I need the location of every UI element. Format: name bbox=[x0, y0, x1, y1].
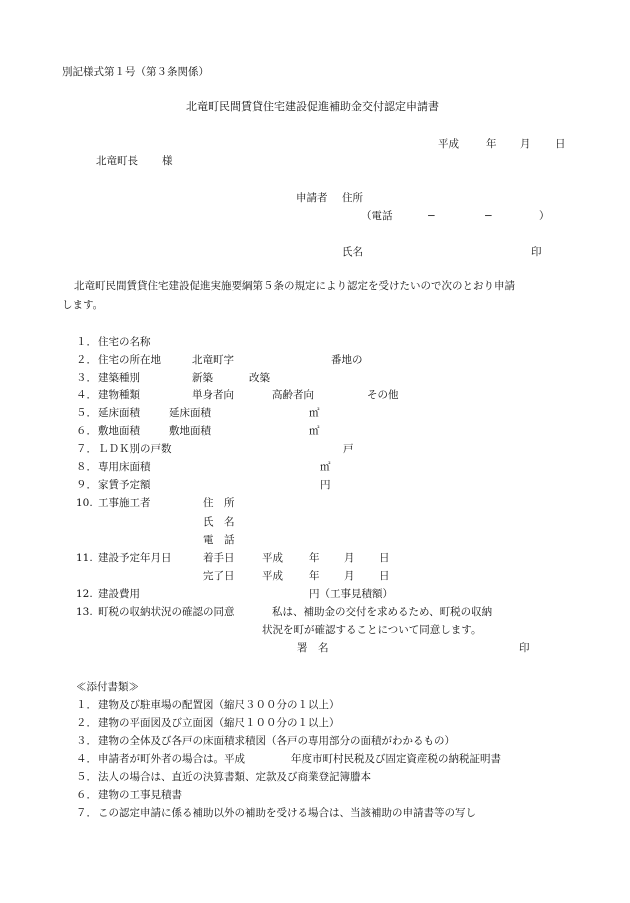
item-label-units-by-ldk: ＬＤＫ別の戸数 bbox=[98, 443, 172, 455]
attachment-item: 建物の工事見積書 bbox=[98, 789, 182, 801]
applicant-address-label: 住所 bbox=[342, 192, 363, 204]
item-location-town: 北竜町字 bbox=[192, 354, 234, 366]
item-number: ６． bbox=[76, 425, 97, 437]
item-end-era: 平成 bbox=[262, 570, 283, 582]
item-label-private-floor-area: 専用床面積 bbox=[98, 461, 151, 473]
attachment-item: 法人の場合は、直近の決算書類、定款及び商業登記簿謄本 bbox=[98, 771, 371, 783]
attachment-item: この認定申請に係る補助以外の補助を受ける場合は、当該補助の申請書等の写し bbox=[98, 807, 476, 819]
item-end-date-label: 完了日 bbox=[203, 570, 235, 582]
attachments-heading: ≪添付書類≫ bbox=[76, 681, 139, 693]
item-option-other: その他 bbox=[367, 389, 399, 401]
item-label-housing-name: 住宅の名称 bbox=[98, 336, 151, 348]
form-label: 別記様式第１号（第３条関係） bbox=[62, 66, 209, 78]
item-location-lot: 番地の bbox=[331, 354, 363, 366]
attachment-number: ２． bbox=[76, 717, 97, 729]
item-number: 13. bbox=[76, 606, 93, 618]
item-start-year: 年 bbox=[309, 552, 320, 564]
item-label-tax-consent: 町税の収納状況の確認の同意 bbox=[98, 606, 235, 618]
item-label-location: 住宅の所在地 bbox=[98, 354, 161, 366]
item-end-day: 日 bbox=[379, 570, 390, 582]
applicant-label: 申請者 bbox=[296, 192, 328, 204]
item-number: ２． bbox=[76, 354, 97, 366]
item-label-total-floor-area: 延床面積 bbox=[98, 407, 140, 419]
attachment-item-continued: 年度市町村民税及び固定資産税の納税証明書 bbox=[291, 753, 501, 765]
item-consent-text-2: 状況を町が確認することについて同意します。 bbox=[262, 624, 482, 636]
item-unit-sqm: ㎡ bbox=[320, 461, 331, 473]
item-contractor-phone: 電 話 bbox=[203, 534, 235, 546]
item-unit-sqm: ㎡ bbox=[309, 407, 320, 419]
item-label-contractor: 工事施工者 bbox=[98, 497, 151, 509]
attachment-number: ５． bbox=[76, 771, 97, 783]
item-option-elderly: 高齢者向 bbox=[272, 389, 314, 401]
item-unit-yen-estimate: 円（工事見積額） bbox=[309, 588, 393, 600]
date-era: 平成 bbox=[438, 138, 459, 150]
applicant-name-label: 氏名 bbox=[342, 246, 363, 258]
intro-line-2: します。 bbox=[62, 299, 104, 311]
item-end-year: 年 bbox=[309, 570, 320, 582]
date-day: 日 bbox=[555, 138, 566, 150]
item-label-building-type: 建物種類 bbox=[98, 389, 140, 401]
item-number: ７． bbox=[76, 443, 97, 455]
applicant-phone-close: ） bbox=[539, 210, 550, 222]
item-label-planned-rent: 家賃予定額 bbox=[98, 479, 151, 491]
item-sub-total-floor-area: 延床面積 bbox=[169, 407, 211, 419]
item-number: ３． bbox=[76, 372, 97, 384]
applicant-phone-dash-2: − bbox=[484, 210, 493, 222]
item-consent-text-1: 私は、補助金の交付を求めるため、町税の収納 bbox=[272, 606, 493, 618]
addressee-name: 北竜町長 bbox=[96, 155, 138, 167]
item-start-day: 日 bbox=[379, 552, 390, 564]
item-start-month: 月 bbox=[344, 552, 355, 564]
item-consent-seal: 印 bbox=[519, 642, 530, 654]
item-label-construction-type: 建築種別 bbox=[98, 372, 140, 384]
item-end-month: 月 bbox=[344, 570, 355, 582]
attachment-item: 申請者が町外者の場合は。平成 bbox=[98, 753, 245, 765]
item-number: １． bbox=[76, 336, 97, 348]
applicant-seal: 印 bbox=[531, 246, 542, 258]
attachment-item: 建物の全体及び各戸の床面積求積図（各戸の専用部分の面積がわかるもの） bbox=[98, 735, 455, 747]
intro-line-1: 北竜町民間賃貸住宅建設促進実施要綱第５条の規定により認定を受けたいので次のとおり申請 bbox=[74, 280, 515, 292]
attachment-number: ４． bbox=[76, 753, 97, 765]
item-contractor-address: 住 所 bbox=[203, 497, 235, 509]
attachment-item: 建物の平面図及び立面図（縮尺１００分の１以上） bbox=[98, 717, 340, 729]
item-number: ４． bbox=[76, 389, 97, 401]
item-unit-sqm: ㎡ bbox=[309, 425, 320, 437]
item-label-construction-cost: 建設費用 bbox=[98, 588, 140, 600]
attachment-number: １． bbox=[76, 699, 97, 711]
applicant-phone-dash-1: − bbox=[427, 210, 436, 222]
item-number: ９． bbox=[76, 479, 97, 491]
document-title: 北竜町民間賃貸住宅建設促進補助金交付認定申請書 bbox=[186, 100, 439, 113]
item-number: 11. bbox=[76, 552, 93, 564]
item-unit-yen: 円 bbox=[320, 479, 331, 491]
attachment-number: ３． bbox=[76, 735, 97, 747]
date-year: 年 bbox=[486, 138, 497, 150]
item-sub-site-area: 敷地面積 bbox=[169, 425, 211, 437]
applicant-phone-open: （電話 bbox=[361, 210, 393, 222]
attachment-number: ７． bbox=[76, 807, 97, 819]
addressee-honorific: 様 bbox=[162, 155, 173, 167]
item-number: 10. bbox=[76, 497, 93, 509]
item-option-new: 新築 bbox=[192, 372, 213, 384]
item-start-date-label: 着手日 bbox=[203, 552, 235, 564]
date-month: 月 bbox=[520, 138, 531, 150]
item-start-era: 平成 bbox=[262, 552, 283, 564]
item-label-site-area: 敷地面積 bbox=[98, 425, 140, 437]
item-unit-household: 戸 bbox=[343, 443, 354, 455]
item-number: ８． bbox=[76, 461, 97, 473]
item-number: ５． bbox=[76, 407, 97, 419]
attachment-item: 建物及び駐車場の配置図（縮尺３００分の１以上） bbox=[98, 699, 340, 711]
item-label-construction-dates: 建設予定年月日 bbox=[98, 552, 172, 564]
item-consent-signature: 署 名 bbox=[297, 642, 329, 654]
item-option-renovation: 改築 bbox=[249, 372, 270, 384]
attachment-number: ６． bbox=[76, 789, 97, 801]
item-option-single: 単身者向 bbox=[192, 389, 234, 401]
item-contractor-name: 氏 名 bbox=[203, 516, 235, 528]
item-number: 12. bbox=[76, 588, 93, 600]
